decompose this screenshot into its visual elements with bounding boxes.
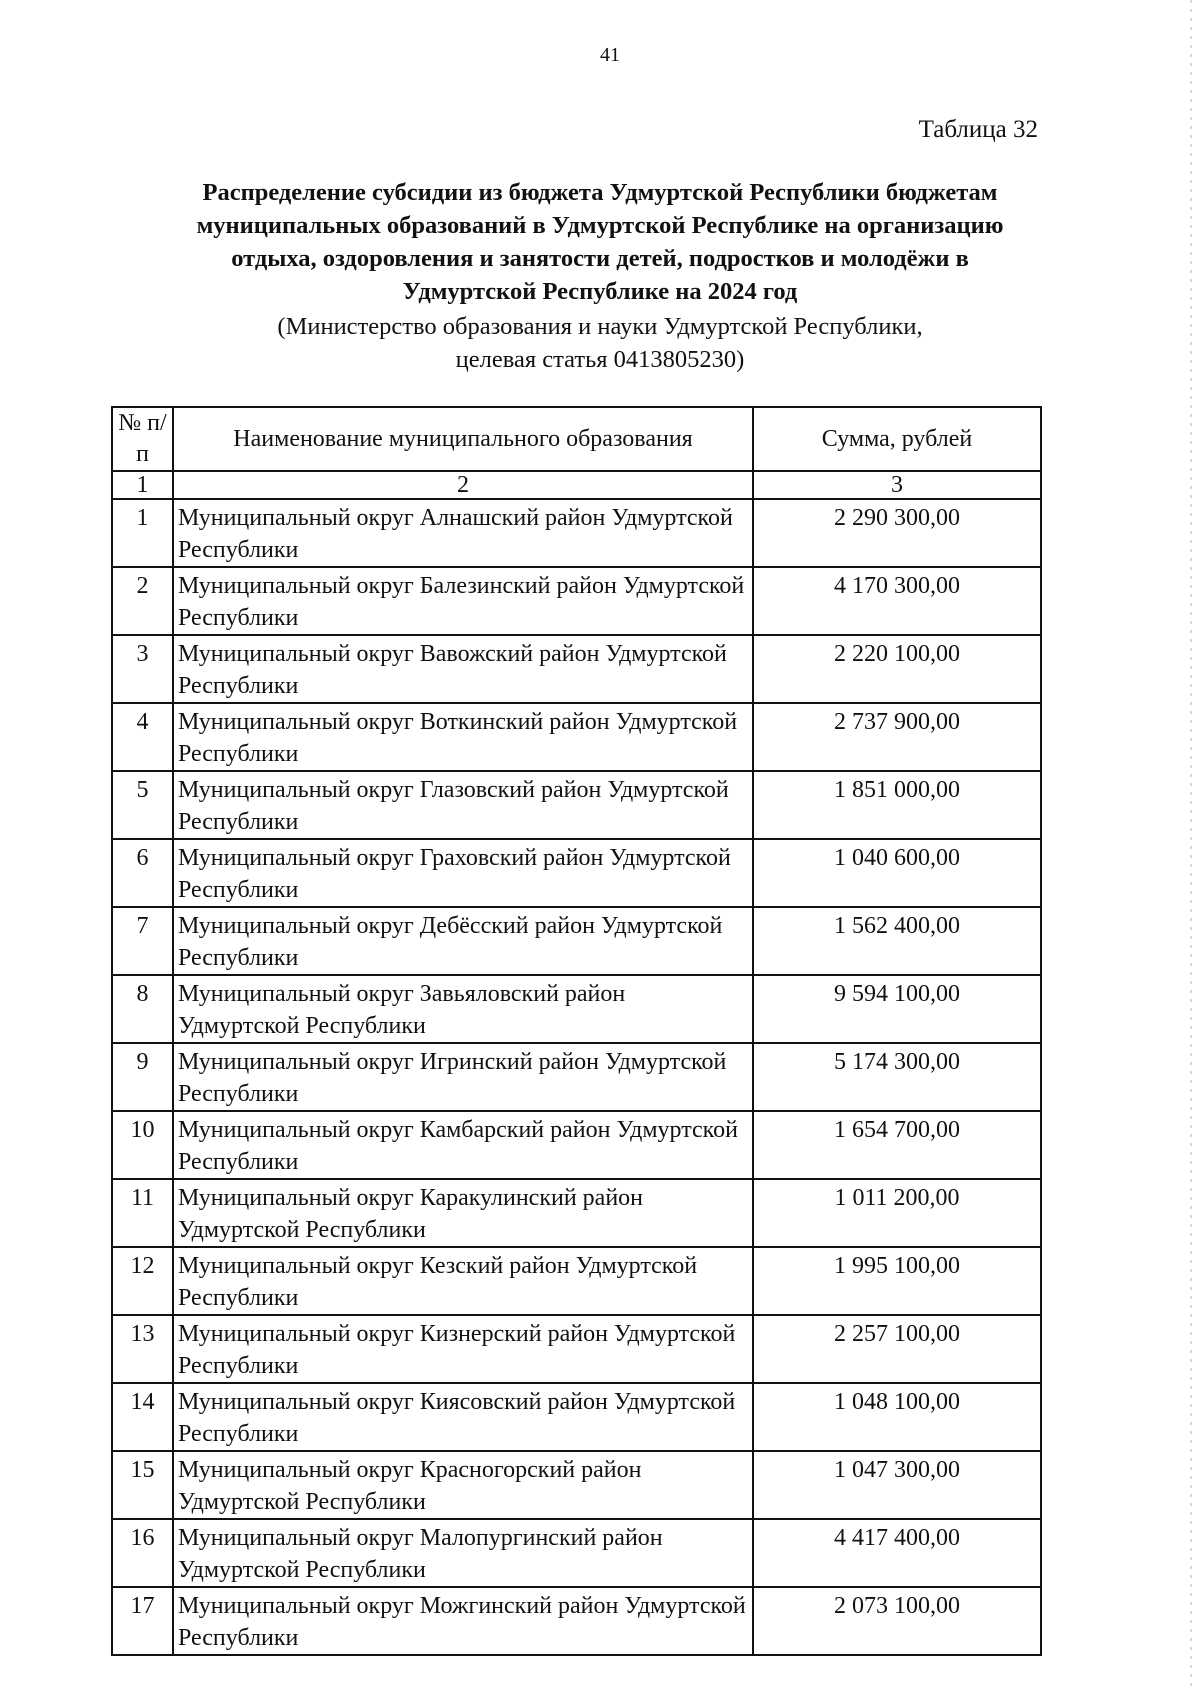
table-row [112, 1519, 1041, 1587]
title-line: Удмуртской Республике на 2024 год [402, 278, 798, 305]
subsidy-amount: 2 737 900,00 [753, 703, 1041, 771]
municipality-name: Муниципальный округ Киясовский район Удмуртской Республики [173, 1383, 753, 1451]
municipality-name: Муниципальный округ Красногорский район Удмуртской Республики [173, 1451, 753, 1519]
municipality-name: Муниципальный округ Вавожский район Удмуртской Республики [173, 635, 753, 703]
table-row [112, 975, 1041, 1043]
column-number: 2 [173, 471, 753, 499]
subsidy-amount: 1 048 100,00 [753, 1383, 1041, 1451]
subsidy-amount: 9 594 100,00 [753, 975, 1041, 1043]
scan-edge-artifact [1190, 0, 1192, 1686]
header-sum: Сумма, рублей [753, 407, 1041, 471]
table-row [112, 703, 1041, 771]
row-number: 12 [112, 1247, 173, 1315]
municipality-name: Муниципальный округ Граховский район Удмуртской Республики [173, 839, 753, 907]
municipality-name: Муниципальный округ Каракулинский район Удмуртской Республики [173, 1179, 753, 1247]
municipality-name: Муниципальный округ Воткинский район Удмуртской Республики [173, 703, 753, 771]
subsidy-amount: 2 220 100,00 [753, 635, 1041, 703]
row-number: 8 [112, 975, 173, 1043]
table-row [112, 499, 1041, 567]
document-subtitle [100, 310, 1100, 376]
table-row [112, 567, 1041, 635]
subsidy-amount: 1 562 400,00 [753, 907, 1041, 975]
subtitle-line: (Министерство образования и науки Удмуртской Республики, [277, 313, 923, 340]
row-number: 7 [112, 907, 173, 975]
subsidy-table [111, 406, 1042, 1656]
municipality-name: Муниципальный округ Кезский район Удмуртской Республики [173, 1247, 753, 1315]
subsidy-amount: 2 073 100,00 [753, 1587, 1041, 1655]
table-caption: Таблица 32 [918, 116, 1038, 143]
title-line: муниципальных образований в Удмуртской Республике на организацию [196, 212, 1004, 239]
table-header-row [112, 407, 1041, 471]
row-number: 6 [112, 839, 173, 907]
subsidy-amount: 1 047 300,00 [753, 1451, 1041, 1519]
table-row [112, 1383, 1041, 1451]
municipality-name: Муниципальный округ Малопургинский район Удмуртской Республики [173, 1519, 753, 1587]
municipality-name: Муниципальный округ Можгинский район Удмуртской Республики [173, 1587, 753, 1655]
header-number: № п/п [112, 407, 173, 471]
title-line: отдыха, оздоровления и занятости детей, подростков и молодёжи в [231, 245, 969, 272]
municipality-name: Муниципальный округ Алнашский район Удмуртской Республики [173, 499, 753, 567]
document-title [100, 176, 1100, 308]
municipality-name: Муниципальный округ Завьяловский район Удмуртской Республики [173, 975, 753, 1043]
subsidy-amount: 4 170 300,00 [753, 567, 1041, 635]
subtitle-line: целевая статья 0413805230) [455, 346, 745, 373]
table-row [112, 839, 1041, 907]
row-number: 9 [112, 1043, 173, 1111]
subsidy-amount: 2 290 300,00 [753, 499, 1041, 567]
row-number: 2 [112, 567, 173, 635]
column-number-row [112, 471, 1041, 499]
table-row [112, 771, 1041, 839]
subsidy-amount: 1 995 100,00 [753, 1247, 1041, 1315]
row-number: 15 [112, 1451, 173, 1519]
table-row [112, 1315, 1041, 1383]
column-number: 3 [753, 471, 1041, 499]
table-row [112, 1451, 1041, 1519]
row-number: 10 [112, 1111, 173, 1179]
title-line: Распределение субсидии из бюджета Удмуртской Республики бюджетам [202, 179, 998, 206]
page-number: 41 [600, 44, 620, 66]
header-name: Наименование муниципального образования [173, 407, 753, 471]
table-row [112, 1179, 1041, 1247]
row-number: 1 [112, 499, 173, 567]
subsidy-amount: 4 417 400,00 [753, 1519, 1041, 1587]
row-number: 17 [112, 1587, 173, 1655]
row-number: 13 [112, 1315, 173, 1383]
table-row [112, 907, 1041, 975]
subsidy-amount: 1 851 000,00 [753, 771, 1041, 839]
table-row [112, 1111, 1041, 1179]
table-row [112, 1247, 1041, 1315]
subsidy-amount: 1 654 700,00 [753, 1111, 1041, 1179]
municipality-name: Муниципальный округ Игринский район Удмуртской Республики [173, 1043, 753, 1111]
column-number: 1 [112, 471, 173, 499]
subsidy-amount: 1 040 600,00 [753, 839, 1041, 907]
row-number: 4 [112, 703, 173, 771]
row-number: 16 [112, 1519, 173, 1587]
table-row [112, 1043, 1041, 1111]
row-number: 11 [112, 1179, 173, 1247]
subsidy-amount: 5 174 300,00 [753, 1043, 1041, 1111]
row-number: 5 [112, 771, 173, 839]
municipality-name: Муниципальный округ Глазовский район Удмуртской Республики [173, 771, 753, 839]
row-number: 3 [112, 635, 173, 703]
row-number: 14 [112, 1383, 173, 1451]
municipality-name: Муниципальный округ Балезинский район Удмуртской Республики [173, 567, 753, 635]
municipality-name: Муниципальный округ Дебёсский район Удмуртской Республики [173, 907, 753, 975]
subsidy-amount: 2 257 100,00 [753, 1315, 1041, 1383]
municipality-name: Муниципальный округ Камбарский район Удмуртской Республики [173, 1111, 753, 1179]
municipality-name: Муниципальный округ Кизнерский район Удмуртской Республики [173, 1315, 753, 1383]
subsidy-amount: 1 011 200,00 [753, 1179, 1041, 1247]
table-row [112, 1587, 1041, 1655]
table-row [112, 635, 1041, 703]
